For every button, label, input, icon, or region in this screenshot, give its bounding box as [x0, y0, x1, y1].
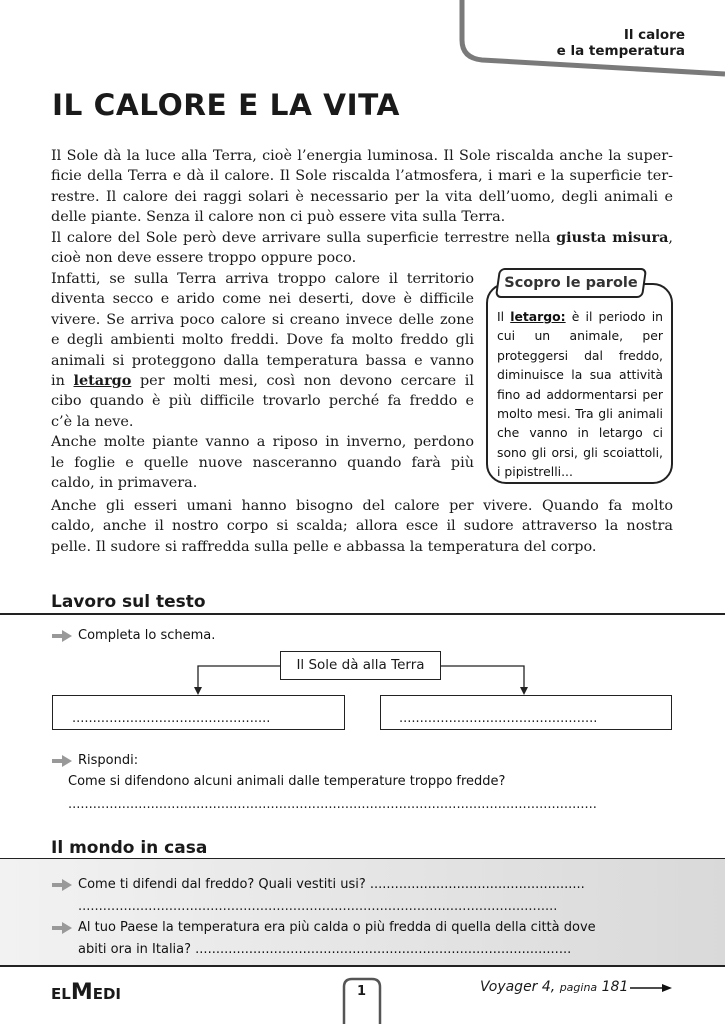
vocab-term: letargo:: [510, 309, 566, 324]
vocab-label: [495, 268, 647, 298]
text-line: Infatti, se sulla Terra arriva troppo calore il territorio: [51, 271, 474, 287]
section-divider: [0, 613, 725, 615]
logo-part: M: [70, 980, 93, 1005]
vocab-definition: [497, 307, 663, 482]
text-line: Anche molte piante vanno a riposo in inverno, perdono: [51, 434, 474, 451]
page-number: 1: [356, 984, 367, 999]
text-line: [51, 228, 673, 248]
answer-line[interactable]: ....................................................................................................................: [78, 899, 558, 914]
arrow-bullet-icon: [52, 755, 72, 767]
text-line: Anche gli esseri umani hanno bisogno del calore per vivere. Quando fa molto: [51, 498, 673, 514]
text-line: diventa secco e arido come nei deserti, dove è difficile: [51, 291, 474, 308]
text-line: ficie della Terra e dà il calore. Il Sole riscalda l’atmosfera, i mari e la superficie ter-: [51, 168, 673, 185]
question-animals: Come si difendono alcuni animali dalle temperature troppo fredde?: [68, 774, 506, 789]
text-line: [51, 371, 474, 391]
page-title: IL CALORE E LA VITA: [52, 88, 400, 122]
arrow-bullet-icon: [52, 922, 72, 934]
text-line: restre. Il calore dei raggi solari è necessario per la vita dell’uomo, degli animali e: [51, 188, 673, 205]
header-tab-line2: e la temperatura: [556, 43, 685, 59]
header-tab-label: [557, 27, 685, 59]
text-line: le foglie e quelle nuove nasceranno quando farà più: [51, 454, 474, 471]
publisher-logo: [51, 980, 121, 1005]
text-fragment: ,: [668, 229, 673, 246]
logo-part: EL: [51, 985, 71, 1003]
answer-blank-right[interactable]: ................................................: [399, 711, 598, 726]
arrow-bullet-icon: [52, 879, 72, 891]
question-paese-line2[interactable]: abiti ora in Italia? ...........................................................................................: [78, 942, 572, 957]
ref-page: 181: [601, 979, 629, 995]
answer-line[interactable]: ................................................................................................................................: [68, 797, 597, 812]
book-reference: [480, 979, 628, 995]
text-line: vivere. Se arriva poco calore si creano invece delle zone: [51, 311, 474, 328]
arrow-bullet-icon: [52, 630, 72, 642]
text-fragment: in: [51, 373, 74, 390]
text-line: Il Sole dà la luce alla Terra, cioè l’energia luminosa. Il Sole riscalda anche la super-: [51, 148, 673, 164]
text-line: c’è la neve.: [51, 413, 134, 430]
vocab-label-text: Scopro le parole: [504, 275, 638, 291]
closing-paragraph: [51, 496, 673, 557]
answer-blank-left[interactable]: ................................................: [72, 711, 271, 726]
text-line: cibo quando è più difficile trovarlo perché fa freddo e: [51, 393, 474, 410]
logo-part: EDI: [92, 985, 121, 1003]
section-title-mondo: Il mondo in casa: [51, 838, 208, 858]
text-fragment: per molti mesi, così non devono cercare il: [131, 373, 474, 390]
right-arrow-icon: [630, 983, 672, 993]
text-line: animali si proteggono dalla temperatura bassa e vanno: [51, 352, 474, 369]
question-paese: Al tuo Paese la temperatura era più calda o più fredda di quella della città dove: [78, 920, 596, 935]
intro-paragraph: [51, 146, 673, 268]
text-line: delle piante. Senza il calore non ci può essere vita sulla Terra.: [51, 209, 506, 226]
bold-term: giusta misura: [556, 228, 669, 246]
text-fragment: Il calore del Sole però deve arrivare sulla superficie terrestre nella: [51, 229, 557, 246]
schema-root-box: Il Sole dà alla Terra: [280, 651, 441, 680]
left-column-paragraph: [51, 269, 474, 493]
instruction-completa: Completa lo schema.: [78, 628, 216, 643]
footer-divider: [0, 965, 725, 967]
vocab-intro: Il: [497, 309, 511, 324]
text-line: caldo, in primavera.: [51, 475, 198, 492]
letargo-term: letargo: [73, 372, 132, 390]
ref-pagina: pagina: [559, 981, 598, 994]
schema-connector-arrows: [190, 665, 530, 697]
ref-title: Voyager 4,: [480, 979, 556, 995]
text-line: e degli ambienti molto freddi. Dove fa molto freddo gli: [51, 332, 474, 349]
instruction-rispondi: Rispondi:: [78, 753, 139, 768]
section-title-lavoro: Lavoro sul testo: [51, 592, 206, 612]
text-line: cioè non deve essere troppo oppure poco.: [51, 250, 357, 267]
text-line: pelle. Il sudore si raffredda sulla pelle e abbassa la temperatura del corpo.: [51, 538, 597, 555]
question-freddo[interactable]: Come ti difendi dal freddo? Quali vestiti usi? ....................................................: [78, 877, 585, 892]
header-tab-line1: Il calore: [623, 27, 685, 43]
vocab-definition-text: è il periodo in cui un animale, per proteggersi dal freddo, diminuisce la sua attività fino ad addormentarsi per molto mesi. Tra gli animali che vanno in letargo ci sono gli orsi, gli scoiattoli, i pipistrelli...: [497, 309, 663, 480]
text-line: caldo, anche il nostro corpo si scalda; allora esce il sudore attraverso la nostra: [51, 518, 673, 535]
